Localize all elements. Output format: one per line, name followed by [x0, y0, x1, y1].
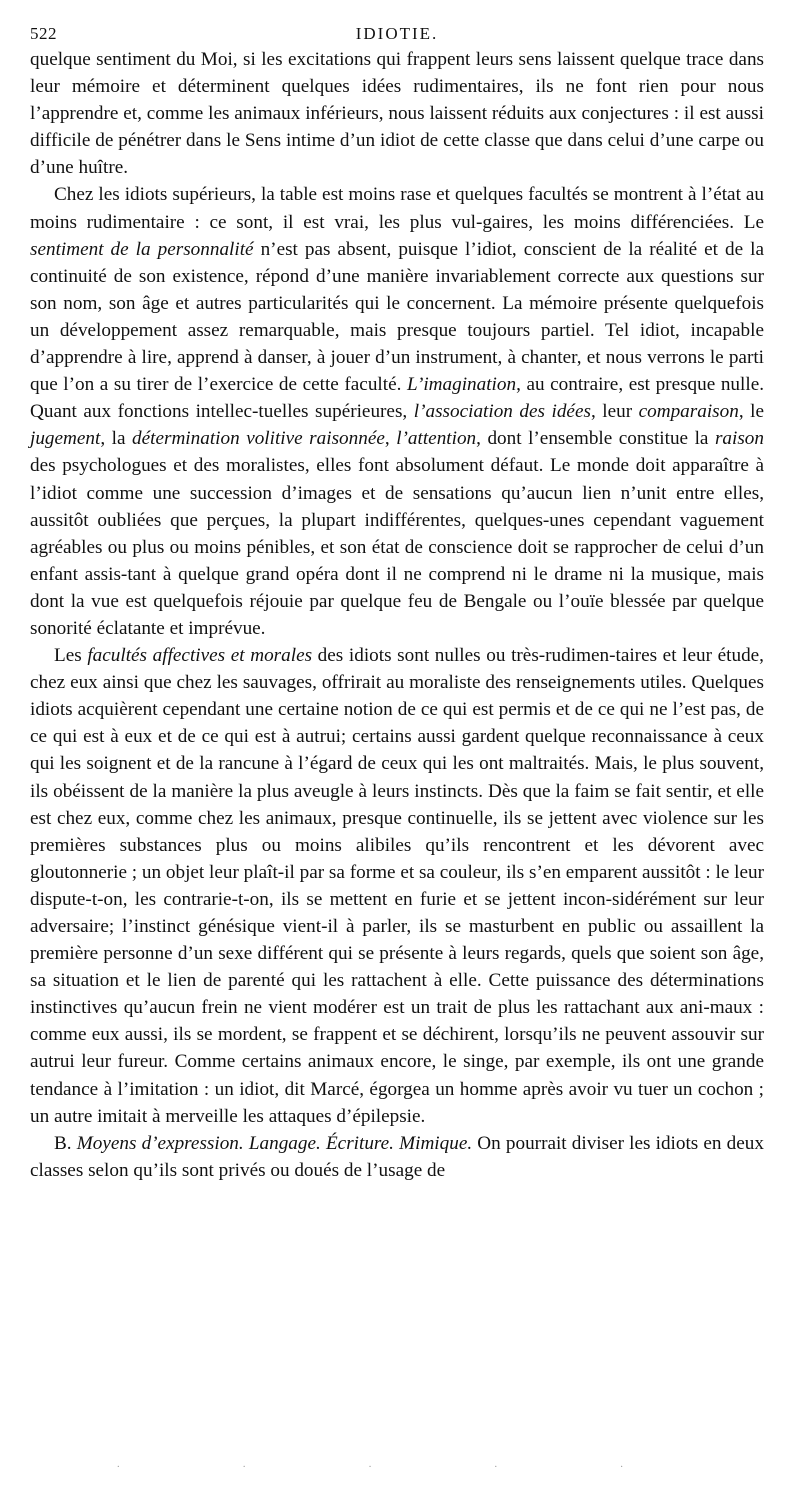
paragraph-4	[30, 1130, 764, 1184]
italic-run: détermination volitive raisonnée	[132, 428, 385, 450]
text-run: B.	[54, 1132, 77, 1154]
text-run: , au contraire, est presque nulle. Quant aux fonctions intellec-tuelles supérieures,	[30, 374, 765, 423]
italic-run: facultés affectives et morales	[87, 645, 313, 667]
text-run: Les	[54, 645, 88, 667]
paragraph-1	[30, 46, 764, 181]
text-run: On pourrait diviser les idiots en deux classes selon qu’ils sont privés ou doués de l’usage de	[30, 1132, 764, 1181]
text-run: des idiots sont nulles ou très-rudimen-taires et leur étude, chez eux ainsi que chez les sauvages, offrirait au moraliste des renseignements utiles. Quelques idiots acquièrent cependant une certaine notion de ce qui est permis et de ce qui ne l’est pas, de ce qui est à eux et de ce qui est à autrui; certains aussi gardent quelque reconnaissance à ceux qui les soignent et de la rancune à l’égard de ceux qui les ont maltraités. Mais, le plus souvent, ils obéissent de la manière la plus aveugle à leurs instincts. Dès que la faim se fait sentir, et elle est chez eux, comme chez les animaux, presque continuelle, ils se jettent avec violence sur les premières substances plus ou moins alibiles qu’ils rencontrent et les dévorent avec gloutonnerie ; un objet leur plaît-il par sa forme et sa couleur, ils s’en emparent aussitôt : le leur dispute-t-on, les contrarie-t-on, ils se mettent en furie et se jettent incon-sidérément sur leur adversaire; l’instinct génésique vient-il à parler, ils se masturbent en public ou assaillent la première personne d’un sexe différent qui se présente à leurs regards, quels que soient son âge, sa situation et le lien de parenté qui les rattachent à elle. Cette puissance des déterminations instinctives qu’aucun frein ne vient modérer est un trait de plus les rattachant aux ani-maux : comme eux aussi, ils se mordent, se frappent et se déchirent, lorsqu’ils ne peuvent assouvir sur autrui leur fureur. Comme certains animaux encore, le singe, par exemple, ils ont une grande tendance à l’imitation : un idiot, dit Marcé, égorgea un homme après avoir vu tuer un cochon ; un autre imitait à merveille les attaques d’épilepsie.	[30, 645, 764, 1127]
running-head	[30, 0, 764, 46]
italic-run: sentiment de la personnalité	[30, 238, 254, 260]
text-run: , leur	[590, 401, 639, 423]
paragraph-3	[30, 642, 764, 1130]
italic-run: L’imagination	[406, 374, 517, 396]
italic-run: jugement	[30, 428, 101, 450]
text-run: des psychologues et des moralistes, elles font absolument défaut. Le monde doit apparaître à l’idiot comme une succession d’images et de sensations qu’aucun lien n’unit entre elles, aussitôt oubliées que perçues, la plupart indifférentes, quelques-unes cependant vaguement agréables ou plus ou moins pénibles, et son état de conscience doit se rapprocher de celui d’un enfant assis-tant à quelque grand opéra dont il ne comprend ni le drame ni la musique, mais dont la vue est quelquefois réjouie par quelque feu de Bengale ou l’ouïe blessée par quelque sonorité éclatante et imprévue.	[30, 455, 764, 639]
italic-run: raison	[714, 428, 764, 450]
text-run: , le	[738, 401, 764, 423]
text-run: quelque sentiment du Moi, si les excitations qui frappent leurs sens laissent quelque trace dans leur mémoire et déterminent quelques idées rudimentaires, ils ne font rien pour nous l’apprendre et, comme les animaux inférieurs, nous laissent réduits aux conjectures : il est aussi difficile de pénétrer dans le Sens intime d’un idiot de cette classe que dans celui d’une carpe ou d’une huître.	[30, 49, 764, 179]
body-text	[30, 46, 764, 1184]
running-title: IDIOTIE.	[355, 24, 439, 43]
italic-run: l’attention	[396, 428, 477, 450]
text-run: , dont l’ensemble constitue la	[476, 428, 715, 450]
text-run: Chez les idiots supérieurs, la table est moins rase et quelques facultés se montrent à l’état au moins rudimentaire : ce sont, il est vrai, les plus vul-gaires, les moins différenciées. Le	[30, 184, 764, 233]
paragraph-2	[30, 181, 764, 642]
page-number: 522	[30, 24, 57, 43]
italic-run: l’association des idées	[413, 401, 591, 423]
italic-run: comparaison	[638, 401, 739, 423]
page-bottom-specks: · · · · ·	[116, 1462, 684, 1473]
italic-run: Moyens d’expression. Langage. Écriture. Mimique.	[76, 1132, 473, 1154]
text-run: ,	[384, 428, 397, 450]
text-run: , la	[100, 428, 133, 450]
text-run: n’est pas absent, puisque l’idiot, conscient de la réalité et de la continuité de son existence, répond d’une manière invariablement correcte aux questions sur son nom, son âge et autres particularités qui le concernent. La mémoire présente quelquefois un développement assez remarquable, mais presque toujours partiel. Tel idiot, incapable d’apprendre à lire, apprend à danser, à jouer d’un instrument, à chanter, et nous verrons le parti que l’on a su tirer de l’exercice de cette faculté.	[30, 238, 765, 396]
